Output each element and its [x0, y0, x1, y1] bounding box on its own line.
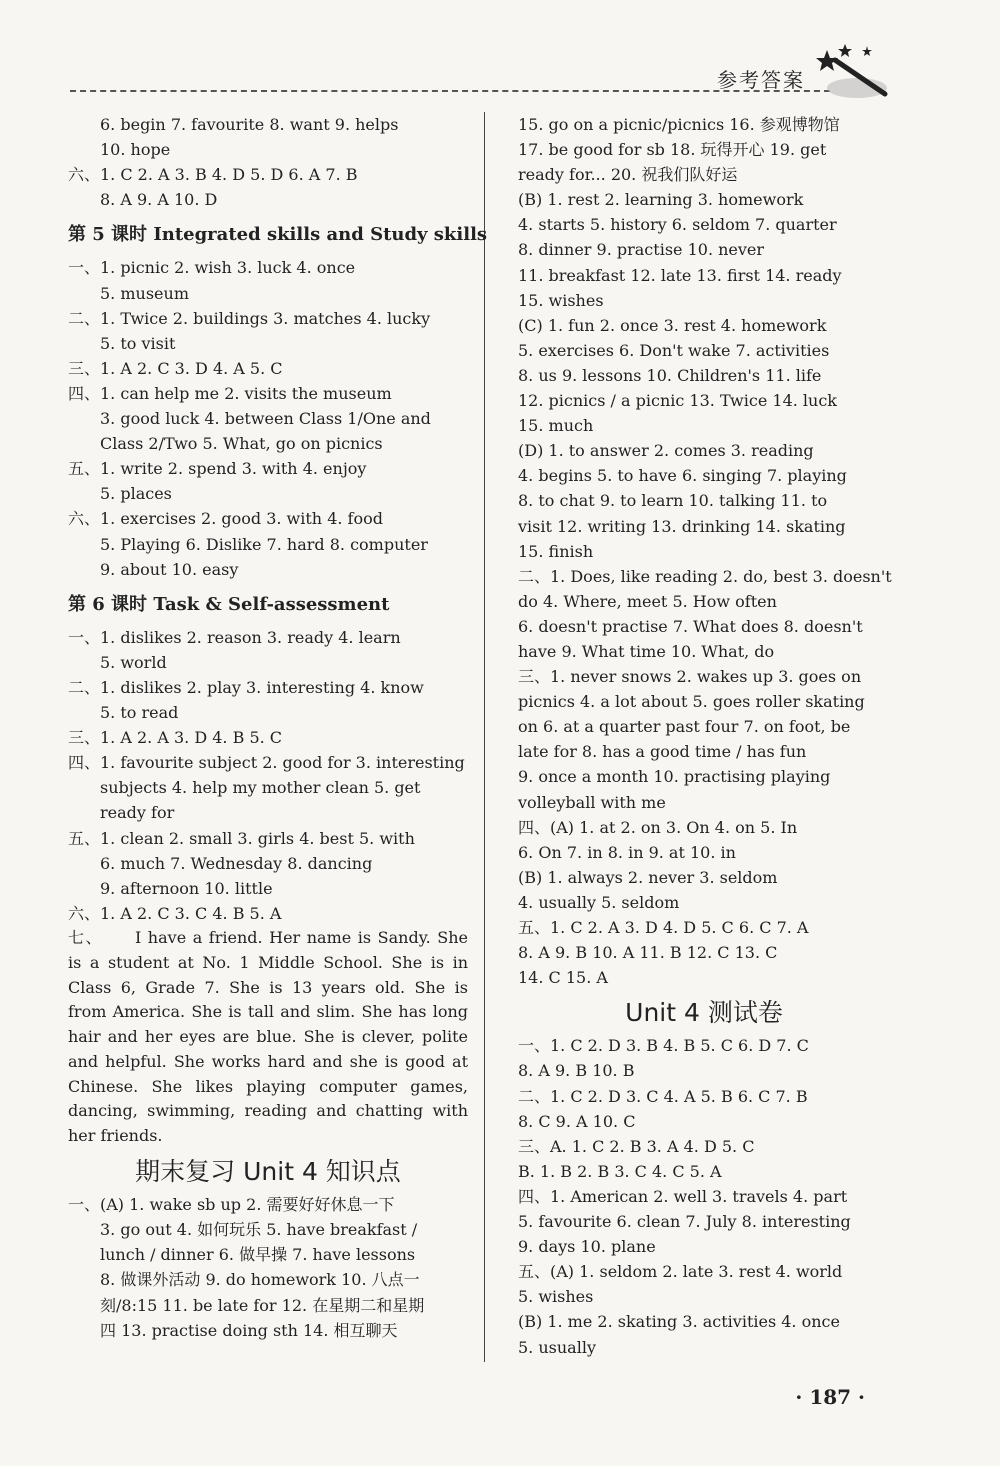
answer-line: lunch / dinner 6. 做早操 7. have lessons: [100, 1245, 416, 1265]
essay-answer: [68, 926, 468, 1149]
answer-line: 四、1. can help me 2. visits the museum: [68, 383, 392, 403]
answer-line: (C) 1. fun 2. once 3. rest 4. homework: [518, 315, 827, 335]
answer-line: B. 1. B 2. B 3. C 4. C 5. A: [518, 1161, 722, 1181]
answer-line: 一、(A) 1. wake sb up 2. 需要好好休息一下: [68, 1195, 395, 1215]
answer-line: 8. A 9. B 10. B: [518, 1061, 635, 1081]
answer-line: 15. wishes: [518, 290, 604, 310]
answer-line: 三、1. never snows 2. wakes up 3. goes on: [518, 667, 862, 687]
answer-line: 11. breakfast 12. late 13. first 14. ready: [518, 265, 842, 285]
answer-line: have 9. What time 10. What, do: [518, 641, 775, 661]
answer-line: Class 2/Two 5. What, go on picnics: [100, 434, 383, 454]
answer-line: do 4. Where, meet 5. How often: [518, 591, 777, 611]
answer-line: 3. go out 4. 如何玩乐 5. have breakfast /: [100, 1220, 418, 1240]
answer-line: subjects 4. help my mother clean 5. get: [100, 778, 421, 798]
answer-line: (B) 1. rest 2. learning 3. homework: [518, 190, 804, 210]
answer-line: 8. us 9. lessons 10. Children's 11. life: [518, 365, 822, 385]
header-title: 参考答案: [717, 68, 805, 92]
answer-line: 6. begin 7. favourite 8. want 9. helps: [100, 115, 399, 134]
answer-line: 四、1. American 2. well 3. travels 4. part: [518, 1186, 848, 1206]
answer-line: 6. doesn't practise 7. What does 8. doesn't: [518, 616, 863, 636]
answer-line: 9. once a month 10. practising playing: [518, 767, 831, 787]
answer-line: 9. afternoon 10. little: [100, 878, 273, 898]
answer-line: 六、1. C 2. A 3. B 4. D 5. D 6. A 7. B: [68, 165, 358, 185]
answer-line: 5. to visit: [100, 333, 176, 353]
answer-line: (B) 1. me 2. skating 3. activities 4. once: [518, 1312, 840, 1332]
answer-line: 五、1. clean 2. small 3. girls 4. best 5. with: [68, 828, 415, 848]
answer-line: 8. 做课外活动 9. do homework 10. 八点一: [100, 1270, 420, 1290]
answer-line: 一、1. dislikes 2. reason 3. ready 4. learn: [68, 627, 401, 647]
essay-label: 七、: [68, 927, 103, 947]
lesson-6-title: 第 6 课时 Task & Self-assessment: [68, 593, 390, 615]
answer-line: 二、1. Twice 2. buildings 3. matches 4. lucky: [68, 308, 431, 328]
answer-line: 6. much 7. Wednesday 8. dancing: [100, 853, 373, 873]
answer-line: 5. Playing 6. Dislike 7. hard 8. computer: [100, 534, 428, 554]
answer-line: visit 12. writing 13. drinking 14. skating: [518, 516, 846, 536]
answer-line: 8. to chat 9. to learn 10. talking 11. to: [518, 491, 828, 511]
answer-line: late for 8. has a good time / has fun: [518, 742, 807, 762]
answer-line: 9. about 10. easy: [100, 559, 239, 579]
column-divider: [484, 112, 485, 1362]
answer-line: 8. A 9. B 10. A 11. B 12. C 13. C: [518, 943, 778, 963]
answer-line: 四 13. practise doing sth 14. 相互聊天: [100, 1320, 398, 1340]
answer-line: 二、1. dislikes 2. play 3. interesting 4. know: [68, 677, 424, 697]
answer-line: 三、1. A 2. C 3. D 4. A 5. C: [68, 358, 283, 378]
answer-line: 三、A. 1. C 2. B 3. A 4. D 5. C: [518, 1136, 755, 1156]
answer-line: 五、(A) 1. seldom 2. late 3. rest 4. world: [518, 1262, 843, 1282]
answer-line: 一、1. C 2. D 3. B 4. B 5. C 6. D 7. C: [518, 1036, 809, 1056]
answer-line: 一、1. picnic 2. wish 3. luck 4. once: [68, 258, 356, 278]
answer-line: 刻/8:15 11. be late for 12. 在星期二和星期: [100, 1295, 425, 1315]
answer-line: 二、1. Does, like reading 2. do, best 3. doesn't: [518, 566, 892, 586]
answer-line: 5. to read: [100, 703, 179, 723]
answer-line: 14. C 15. A: [518, 968, 608, 988]
answer-line: 8. A 9. A 10. D: [100, 190, 218, 210]
answer-line: 二、1. C 2. D 3. C 4. A 5. B 6. C 7. B: [518, 1086, 808, 1106]
answer-line: 三、1. A 2. A 3. D 4. B 5. C: [68, 728, 283, 748]
answer-line: on 6. at a quarter past four 7. on foot, be: [518, 717, 851, 737]
left-column: [68, 112, 488, 1343]
answer-line: 五、1. write 2. spend 3. with 4. enjoy: [68, 459, 367, 479]
answer-line: 5. museum: [100, 283, 189, 303]
essay-text: I have a friend. Her name is Sandy. She is a student at No. 1 Middle School. She is in Class 6, Grade 7. She is 13 years old. She is from America. She is tall and slim. She has long hair and her eyes are blue. She is clever, polite and helpful. She works hard and she is good at Chinese. She likes playing computer games, dancing, swimming, reading and chatting with her friends.: [68, 927, 468, 1146]
right-column: [518, 112, 890, 1360]
answer-line: picnics 4. a lot about 5. goes roller skating: [518, 692, 865, 712]
answer-line: 5. places: [100, 484, 172, 504]
answer-line: 5. exercises 6. Don't wake 7. activities: [518, 340, 830, 360]
answer-line: 4. usually 5. seldom: [518, 892, 680, 912]
lesson-5-title: 第 5 课时 Integrated skills and Study skills: [68, 224, 488, 246]
answer-line: ready for... 20. 祝我们队好运: [518, 165, 738, 185]
answer-line: 8. dinner 9. practise 10. never: [518, 240, 765, 260]
answer-line: ready for: [100, 803, 175, 823]
answer-line: (D) 1. to answer 2. comes 3. reading: [518, 441, 814, 461]
answer-line: 5. favourite 6. clean 7. July 8. interesting: [518, 1212, 851, 1232]
answer-line: 六、1. exercises 2. good 3. with 4. food: [68, 509, 383, 529]
answer-line: 六、1. A 2. C 3. C 4. B 5. A: [68, 903, 282, 923]
review-title: 期末复习 Unit 4 知识点: [135, 1157, 401, 1187]
answer-line: volleyball with me: [518, 792, 666, 812]
answer-line: 5. wishes: [518, 1287, 594, 1307]
answer-line: 17. be good for sb 18. 玩得开心 19. get: [518, 140, 827, 160]
answer-line: 四、1. favourite subject 2. good for 3. interesting: [68, 753, 465, 773]
answer-line: 15. finish: [518, 541, 594, 561]
answer-line: 8. C 9. A 10. C: [518, 1111, 636, 1131]
answer-line: 6. On 7. in 8. in 9. at 10. in: [518, 842, 736, 862]
unit-test-title: Unit 4 测试卷: [625, 998, 783, 1028]
answer-line: 10. hope: [100, 140, 171, 160]
answer-line: 4. starts 5. history 6. seldom 7. quarter: [518, 215, 837, 235]
page-number: · 187 ·: [795, 1385, 865, 1409]
answer-line: 四、(A) 1. at 2. on 3. On 4. on 5. In: [518, 817, 798, 837]
answer-line: 9. days 10. plane: [518, 1237, 656, 1257]
answer-line: 12. picnics / a picnic 13. Twice 14. luck: [518, 391, 837, 411]
answer-line: 15. much: [518, 416, 594, 436]
answer-line: 3. good luck 4. between Class 1/One and: [100, 409, 431, 429]
page-header: [70, 60, 900, 105]
answer-line: 5. usually: [518, 1337, 596, 1357]
answer-line: 4. begins 5. to have 6. singing 7. playing: [518, 466, 847, 486]
answer-line: 5. world: [100, 652, 167, 672]
answer-line: 15. go on a picnic/picnics 16. 参观博物馆: [518, 115, 840, 134]
header-dashed-rule: [70, 90, 830, 92]
magic-wand-icon: [815, 42, 900, 102]
answer-line: 五、1. C 2. A 3. D 4. D 5. C 6. C 7. A: [518, 918, 809, 937]
answer-line: (B) 1. always 2. never 3. seldom: [518, 867, 778, 887]
